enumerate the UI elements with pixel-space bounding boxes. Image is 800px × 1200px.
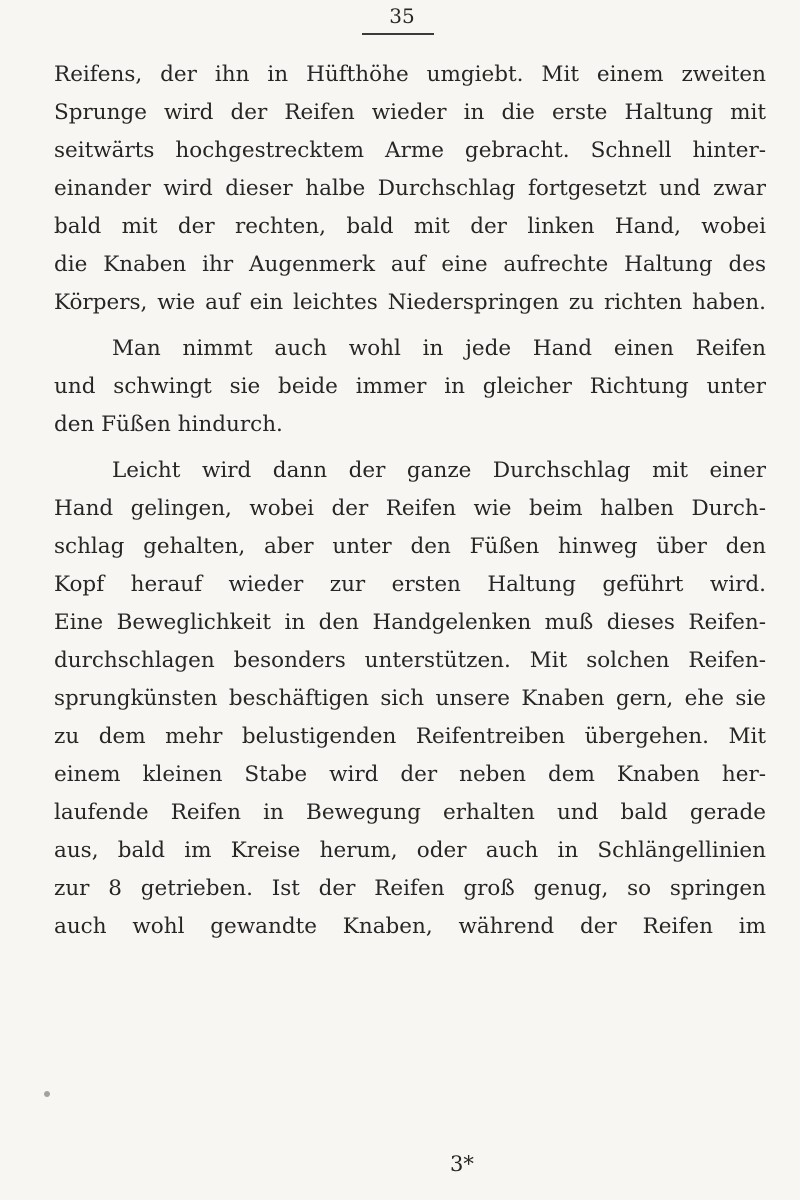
- text-line: bald mit der rechten, bald mit der linken Hand, wobei: [54, 214, 766, 239]
- text-line: und schwingt sie beide immer in gleicher Richtung unter: [54, 374, 766, 399]
- text-line: Körpers, wie auf ein leichtes Niederspringen zu richten haben.: [54, 290, 766, 315]
- text-line: Reifens, der ihn in Hüfthöhe umgiebt. Mit einem zweiten: [54, 62, 766, 87]
- ink-speck: [44, 1091, 50, 1097]
- text-line: laufende Reifen in Bewegung erhalten und bald gerade: [54, 800, 766, 825]
- text-line: seitwärts hochgestrecktem Arme gebracht. Schnell hinter-: [54, 138, 766, 163]
- text-line: Eine Beweglichkeit in den Handgelenken muß dieses Reifen-: [54, 610, 766, 635]
- text-line: einem kleinen Stabe wird der neben dem Knaben her-: [54, 762, 766, 787]
- text-line: Hand gelingen, wobei der Reifen wie beim halben Durch-: [54, 496, 766, 521]
- text-line: den Füßen hindurch.: [54, 412, 283, 437]
- signature-mark: 3*: [450, 1152, 474, 1176]
- page-number: 35: [389, 4, 415, 28]
- header-rule: [362, 33, 434, 35]
- text-line: Leicht wird dann der ganze Durchschlag mit einer: [112, 458, 766, 483]
- text-line: einander wird dieser halbe Durchschlag fortgesetzt und zwar: [54, 176, 766, 201]
- text-line: Man nimmt auch wohl in jede Hand einen Reifen: [112, 336, 766, 361]
- text-line: Sprunge wird der Reifen wieder in die erste Haltung mit: [54, 100, 766, 125]
- text-line: auch wohl gewandte Knaben, während der Reifen im: [54, 914, 766, 939]
- text-line: aus, bald im Kreise herum, oder auch in Schlängellinien: [54, 838, 766, 863]
- body-text: [54, 56, 766, 946]
- text-line: zu dem mehr belustigenden Reifentreiben übergehen. Mit: [54, 724, 766, 749]
- text-line: schlag gehalten, aber unter den Füßen hinweg über den: [54, 534, 766, 559]
- text-line: die Knaben ihr Augenmerk auf eine aufrechte Haltung des: [54, 252, 766, 277]
- text-line: Kopf herauf wieder zur ersten Haltung geführt wird.: [54, 572, 766, 597]
- text-line: zur 8 getrieben. Ist der Reifen groß genug, so springen: [54, 876, 766, 901]
- text-line: durchschlagen besonders unterstützen. Mit solchen Reifen-: [54, 648, 766, 673]
- text-line: sprungkünsten beschäftigen sich unsere Knaben gern, ehe sie: [54, 686, 766, 711]
